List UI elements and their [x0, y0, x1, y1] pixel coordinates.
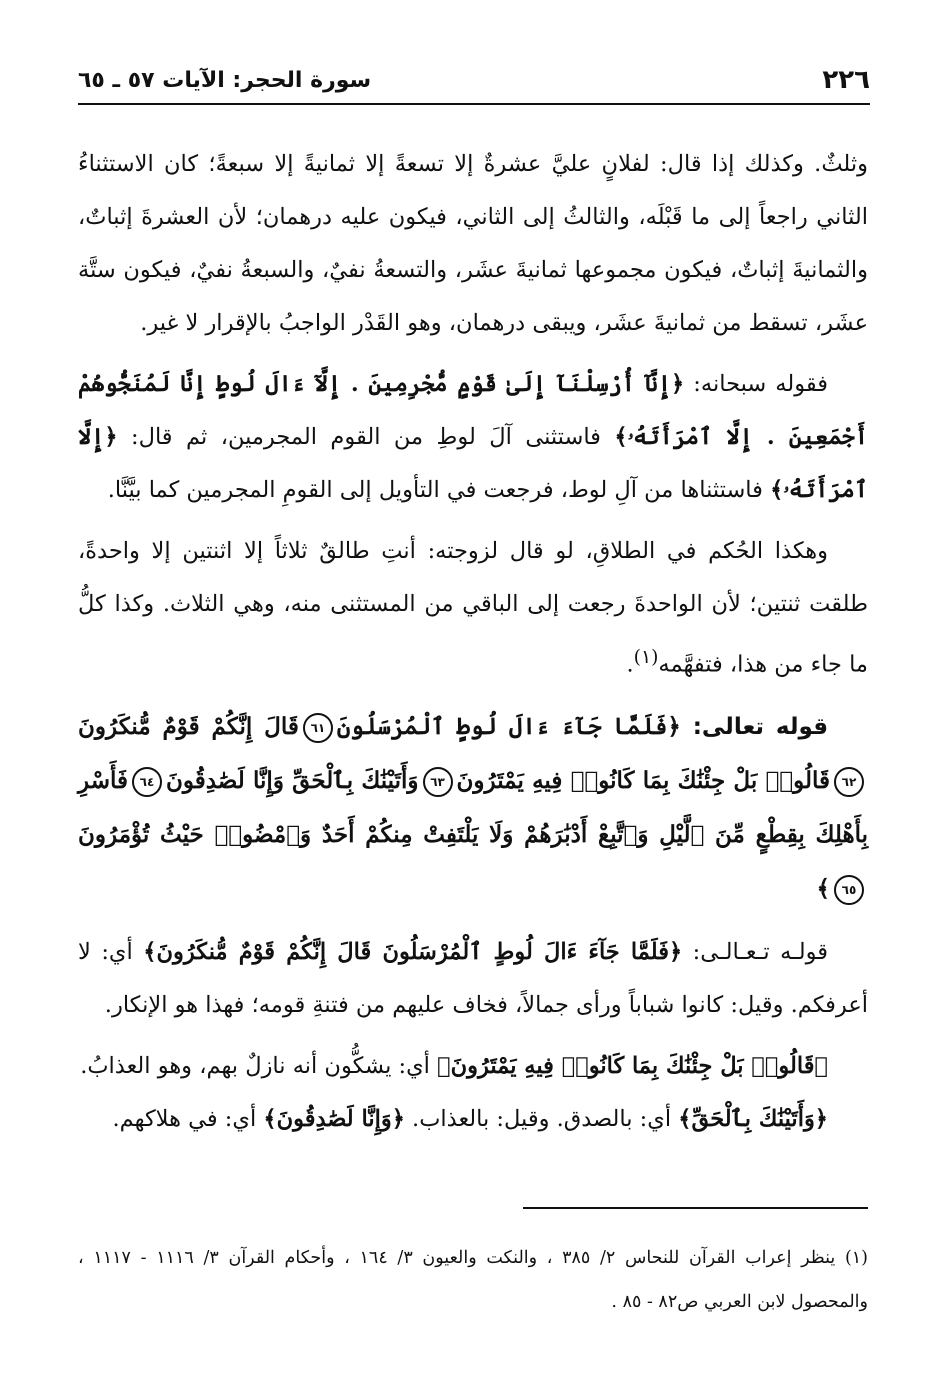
commentary-lead: قولـه تـعـالـى: [682, 938, 828, 965]
commentary-munkarun [78, 926, 868, 1032]
quran-quote: ﴿وَإِنَّا لَصَٰدِقُونَ﴾ [263, 1105, 405, 1132]
verse-text: قَالَ إِنَّكُمْ قَوْمٌ مُّنكَرُونَ [78, 712, 299, 740]
ayah-number-icon: ٦٥ [834, 875, 864, 905]
footnote-ref: (١) [633, 647, 659, 668]
page-header [78, 62, 870, 98]
paragraph-istithna: وثلثٌ. وكذلك إذا قال: لفلانٍ عليَّ عشرةٌ إلا تسعةً إلا ثمانيةً إلا سبعةً؛ كان الاستثناءُ الثاني راجعاً إلى ما قَبْلَه، والثالثُ إلى الثاني، فيكون عليه درهمان؛ لأن العشرةَ إثباتٌ، والثمانيةَ إثباتٌ، فيكون مجموعها ثمانيةَ عشَر، والتسعةُ نفيٌ، والسبعةُ نفيٌ، فيكون ستَّة عشَر، تسقط من ثمانيةَ عشَر، ويبقى درهمان، وهو القَدْر الواجبُ بالإقرار لا غير. [78, 151, 868, 336]
verse-text: فَأَسْرِ بِأَهْلِكَ بِقِطْعٍ مِّنَ ٱلَّيْلِ وَٱتَّبِعْ أَدْبَٰرَهُمْ وَلَا يَلْتَفِتْ مِنكُمْ أَحَدٌ وَٱمْضُوا۟ حَيْثُ تُؤْمَرُونَ [78, 766, 868, 848]
ayah-number-icon: ٦٤ [132, 767, 162, 797]
quran-quote: ﴿فَلَمَّا جَآءَ ءَالَ لُوطٍ ٱلْمُرْسَلُونَ قَالَ إِنَّكُمْ قَوْمٌ مُّنكَرُونَ﴾ [143, 938, 683, 965]
paragraph-lut-exception [78, 358, 868, 517]
verse-block [78, 700, 868, 916]
quran-quote: ﴿وَأَتَيْنَٰكَ بِٱلْحَقِّ﴾ [678, 1105, 828, 1132]
commentary-text: أي: في هلاكهم. [112, 1105, 264, 1132]
ayah-number-icon: ٦٣ [423, 767, 453, 797]
verse-text: ﴿فَلَمَّا جَآءَ ءَالَ لُوطٍ ٱلْمُرْسَلُونَ [336, 712, 681, 740]
paragraph-text: فاستثناها من آلِ لوط، فرجعت في التأويل إلى القومِ المجرمين كما بيَّنَّا. [107, 477, 771, 503]
commentary-text: أي: بالصدق. وقيل: بالعذاب. [404, 1105, 679, 1132]
commentary-bilhaqq [78, 1093, 868, 1146]
quran-quote: ﴿إِنَّآ أُرْسِلْنَآ إِلَىٰ قَوْمٍ مُّجْرِمِينَ . إِلَّآ ءَالَ لُوطٍ إِنَّا لَمُنَجُّوهُمْ أَجْمَعِينَ . إِلَّا ٱمْرَأَتَهُۥ﴾ [78, 371, 869, 450]
ayah-number-icon: ٦١ [303, 713, 333, 743]
verse-text: قَالُوا۟ بَلْ جِئْنَٰكَ بِمَا كَانُوا۟ فِيهِ يَمْتَرُونَ [456, 766, 830, 794]
paragraph-talaq [78, 525, 868, 692]
footnote-separator [523, 1207, 868, 1209]
commentary-yamtarun [78, 1040, 868, 1093]
running-title: سورة الحجر: الآيات ٥٧ ـ ٦٥ [78, 67, 372, 93]
paragraph-text: فقوله سبحانه: [684, 371, 828, 397]
commentary-text: أي: لا أعرفكم. وقيل: كانوا شباباً ورأى جمالاً، فخاف عليهم من فتنةِ قومه؛ فهذا هو الإنكار. [78, 938, 868, 1018]
main-text [78, 138, 868, 1146]
footnotes [78, 1236, 868, 1324]
commentary-text: أي: يشكُّون أنه نازلٌ بهم، وهو العذابُ. [80, 1052, 438, 1079]
footnote-1: (١) ينظر إعراب القرآن للنحاس ٢/ ٣٨٥ ، والنكت والعيون ٣/ ١٦٤ ، وأحكام القرآن ٣/ ١١١٦ - ١١١٧ ، والمحصول لابن العربي ص٨٢ - ٨٥ . [78, 1248, 868, 1312]
ayah-number-icon: ٦٢ [834, 767, 864, 797]
quran-quote: ﴿قَالُوا۟ بَلْ جِئْنَٰكَ بِمَا كَانُوا۟ فِيهِ يَمْتَرُونَ﴾ [437, 1052, 828, 1079]
verse-text: ﴾ [816, 874, 830, 902]
verse-text: وَأَتَيْنَٰكَ بِٱلْحَقِّ وَإِنَّا لَصَٰدِقُونَ [165, 766, 419, 794]
quran-quote: ﴿إِلَّا ٱمْرَأَتَهُۥ﴾ [78, 424, 868, 503]
verse-lead: قوله تعالى: [680, 713, 828, 740]
header-rule [78, 103, 870, 105]
paragraph-text: . [626, 651, 634, 678]
paragraph-text: فاستثنى آلَ لوطِ من القوم المجرمين، ثم قال: [117, 424, 615, 450]
page-number: ٢٢٦ [822, 65, 870, 95]
paragraph-text: وهكذا الحُكم في الطلاقِ، لو قال لزوجته: أنتِ طالقٌ ثلاثاً إلا اثنتين إلا واحدةً، طلقت ثنتين؛ لأن الواحدةَ رجعت إلى الباقي من المستثنى منه، وهي الثلاث. وكذا كلُّ ما جاء من هذا، فتفهَّمه [78, 538, 868, 678]
